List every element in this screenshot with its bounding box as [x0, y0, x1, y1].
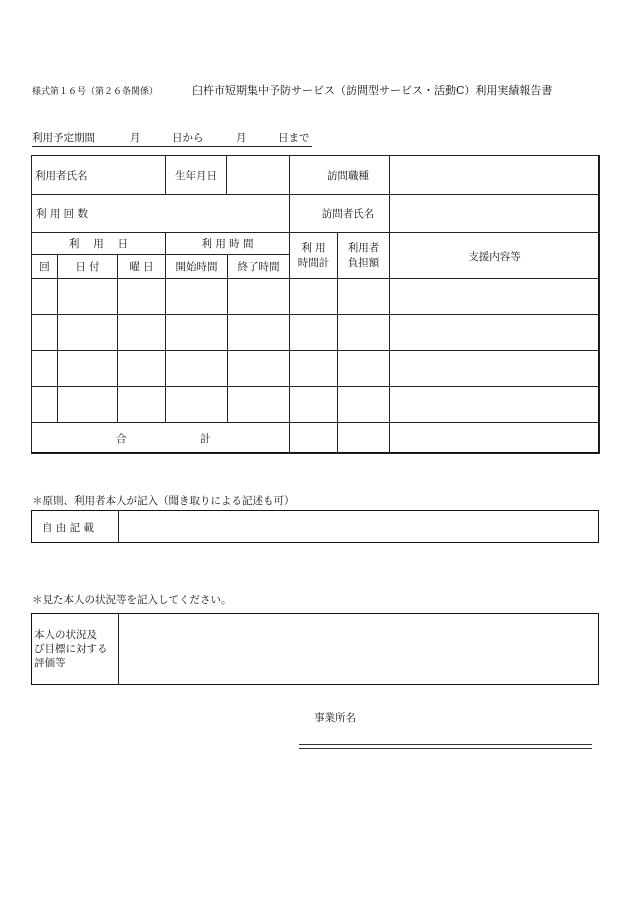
cell[interactable]: [338, 315, 390, 351]
cell[interactable]: [228, 351, 290, 387]
col-count-header: 回: [32, 255, 58, 279]
eval-note: ＊見た本人の状況等を記入してください。: [32, 594, 232, 606]
cell[interactable]: [118, 315, 166, 351]
cell[interactable]: [32, 387, 58, 423]
table-row: [32, 279, 600, 315]
free-field[interactable]: [120, 511, 596, 542]
cell[interactable]: [166, 315, 228, 351]
total-time-header: 利 用 時間計: [290, 233, 338, 279]
visit-job-field[interactable]: [390, 156, 600, 195]
total-row: [32, 423, 600, 454]
user-name-field[interactable]: [118, 156, 166, 195]
usage-count-row[interactable]: [32, 195, 290, 233]
cell[interactable]: [338, 351, 390, 387]
cell[interactable]: [390, 279, 600, 315]
user-name-label: 利用者氏名: [32, 156, 118, 195]
cell[interactable]: [228, 387, 290, 423]
period-line: [32, 130, 312, 147]
period-label: 利用予定期間: [32, 132, 95, 144]
free-divider: [118, 511, 119, 542]
cell[interactable]: [58, 315, 118, 351]
eval-divider: [118, 614, 119, 684]
eval-field[interactable]: [120, 614, 596, 684]
total-support-cell[interactable]: [390, 423, 600, 454]
birth-label: 生年月日: [166, 156, 227, 194]
total-burden-cell[interactable]: [338, 423, 390, 454]
cell[interactable]: [32, 279, 58, 315]
cell[interactable]: [228, 279, 290, 315]
free-label: 自 由 記 載: [42, 522, 95, 534]
period-day-until: 日まで: [278, 132, 310, 144]
period-month-1: 月: [130, 132, 141, 144]
birth-field[interactable]: [227, 156, 289, 194]
free-note: ＊原則、利用者本人が記入（聞き取りによる記述も可）: [32, 495, 295, 507]
cell[interactable]: [58, 351, 118, 387]
col-end-header: 終了時間: [228, 255, 290, 279]
cell[interactable]: [390, 315, 600, 351]
eval-box: [31, 613, 599, 685]
cell[interactable]: [228, 315, 290, 351]
cell[interactable]: [32, 351, 58, 387]
cell[interactable]: [118, 279, 166, 315]
sum-label-2: 計: [200, 433, 211, 445]
usage-time-group-header: 利 用 時 間: [166, 233, 290, 255]
support-header: 支援内容等: [390, 233, 600, 279]
sum-label-1: 合: [116, 433, 127, 445]
col-start-header: 開始時間: [166, 255, 228, 279]
cell[interactable]: [118, 351, 166, 387]
usage-table: [31, 155, 600, 454]
cell[interactable]: [290, 351, 338, 387]
cell[interactable]: [290, 315, 338, 351]
office-label: 事業所名: [314, 712, 356, 724]
cell[interactable]: [338, 387, 390, 423]
cell[interactable]: [166, 387, 228, 423]
cell[interactable]: [32, 315, 58, 351]
cell[interactable]: [166, 279, 228, 315]
cell[interactable]: [58, 387, 118, 423]
burden-header: 利用者 負担額: [338, 233, 390, 279]
office-signature-line[interactable]: [299, 744, 592, 749]
eval-label: 本人の状況及 び目標に対する 評価等: [34, 629, 108, 669]
usage-count-label: 利 用 回 数: [36, 208, 89, 220]
free-box: [31, 510, 599, 543]
table-row: [32, 387, 600, 423]
usage-day-group-header: 利 用 日: [32, 233, 166, 255]
visitor-name-label: 訪問者氏名: [290, 195, 390, 233]
form-number: 様式第１６号（第２６条関係）: [32, 87, 159, 97]
cell[interactable]: [290, 387, 338, 423]
visit-job-label: 訪問職種: [290, 156, 390, 195]
cell[interactable]: [338, 279, 390, 315]
period-month-2: 月: [236, 132, 247, 144]
col-date-header: 日 付: [58, 255, 118, 279]
cell[interactable]: [166, 351, 228, 387]
period-day-from: 日から: [172, 132, 204, 144]
col-weekday-header: 曜 日: [118, 255, 166, 279]
visitor-name-field[interactable]: [390, 195, 600, 233]
cell[interactable]: [118, 387, 166, 423]
table-row: [32, 351, 600, 387]
cell[interactable]: [58, 279, 118, 315]
cell[interactable]: [290, 279, 338, 315]
total-time-cell[interactable]: [290, 423, 338, 454]
cell[interactable]: [390, 351, 600, 387]
table-row: [32, 315, 600, 351]
form-title: 臼杵市短期集中予防サービス（訪問型サービス・活動C）利用実績報告書: [192, 84, 553, 97]
cell[interactable]: [390, 387, 600, 423]
